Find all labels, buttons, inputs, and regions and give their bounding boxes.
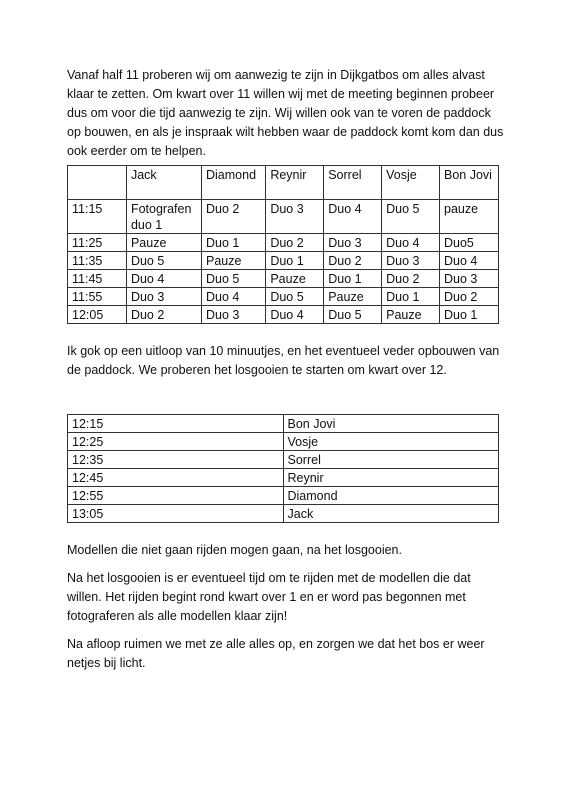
table-row bbox=[68, 505, 499, 523]
table-row bbox=[68, 270, 499, 288]
table-cell: Duo 5 bbox=[324, 306, 382, 324]
rijden-paragraph: Na het losgooien is er eventueel tijd om te rijden met de modellen die dat willen. Het rijden begint rond kwart over 1 en er word pas begonnen met fotograferen als alle modellen klaar zijn! bbox=[67, 571, 471, 623]
table-cell: Sorrel bbox=[283, 451, 499, 469]
table-cell: 11:55 bbox=[68, 288, 127, 306]
table-cell: Duo 5 bbox=[266, 288, 324, 306]
table-cell: 12:25 bbox=[68, 433, 284, 451]
table-cell: 11:25 bbox=[68, 234, 127, 252]
document-page bbox=[67, 66, 507, 673]
table-cell: Duo 5 bbox=[202, 270, 266, 288]
table-cell: 12:15 bbox=[68, 415, 284, 433]
table-cell: pauze bbox=[440, 200, 499, 234]
table-cell: Jack bbox=[283, 505, 499, 523]
table-cell: Duo 2 bbox=[266, 234, 324, 252]
table-cell: Duo 1 bbox=[440, 306, 499, 324]
table-cell: Duo 3 bbox=[440, 270, 499, 288]
table-row bbox=[68, 306, 499, 324]
table-row bbox=[68, 451, 499, 469]
table-cell: Duo 1 bbox=[202, 234, 266, 252]
table-cell: Duo 4 bbox=[266, 306, 324, 324]
header-cell: Sorrel bbox=[324, 166, 382, 200]
table-header-row bbox=[68, 166, 499, 200]
table-cell: 11:15 bbox=[68, 200, 127, 234]
table-cell: Diamond bbox=[283, 487, 499, 505]
table-cell: Duo 4 bbox=[202, 288, 266, 306]
table-cell: 12:45 bbox=[68, 469, 284, 487]
table-cell: Duo 4 bbox=[126, 270, 201, 288]
header-cell: Jack bbox=[126, 166, 201, 200]
table-cell: Pauze bbox=[382, 306, 440, 324]
table-cell: Vosje bbox=[283, 433, 499, 451]
table-cell: Bon Jovi bbox=[283, 415, 499, 433]
table-cell: Fotografen duo 1 bbox=[126, 200, 201, 234]
table-row bbox=[68, 288, 499, 306]
table-cell: Duo 1 bbox=[266, 252, 324, 270]
table-row bbox=[68, 469, 499, 487]
uitloop-paragraph: Ik gok op een uitloop van 10 minuutjes, en het eventueel veder opbouwen van de paddock. We proberen het losgooien te starten om kwart over 12. bbox=[67, 344, 500, 377]
afloop-paragraph: Na afloop ruimen we met ze alle alles op, en zorgen we dat het bos er weer netjes bij licht. bbox=[67, 637, 485, 670]
table-cell: Duo 1 bbox=[324, 270, 382, 288]
table-row bbox=[68, 415, 499, 433]
table-row bbox=[68, 234, 499, 252]
table-cell: Pauze bbox=[266, 270, 324, 288]
table-cell: 12:05 bbox=[68, 306, 127, 324]
table-cell: Duo 3 bbox=[382, 252, 440, 270]
table-cell: Duo5 bbox=[440, 234, 499, 252]
table-cell: Duo 3 bbox=[266, 200, 324, 234]
table-cell: Pauze bbox=[324, 288, 382, 306]
table-cell: Duo 3 bbox=[324, 234, 382, 252]
table-cell: 11:35 bbox=[68, 252, 127, 270]
table-cell: Duo 2 bbox=[324, 252, 382, 270]
table-cell: Reynir bbox=[283, 469, 499, 487]
table-row bbox=[68, 487, 499, 505]
table-cell: Duo 1 bbox=[382, 288, 440, 306]
table-cell: Duo 5 bbox=[126, 252, 201, 270]
header-cell: Bon Jovi bbox=[440, 166, 499, 200]
table-cell: 11:45 bbox=[68, 270, 127, 288]
header-cell: Vosje bbox=[382, 166, 440, 200]
table-cell: 13:05 bbox=[68, 505, 284, 523]
table-cell: Duo 5 bbox=[382, 200, 440, 234]
table-row bbox=[68, 433, 499, 451]
table-cell: Duo 2 bbox=[126, 306, 201, 324]
table-cell: Duo 2 bbox=[202, 200, 266, 234]
table-cell: Duo 4 bbox=[324, 200, 382, 234]
table-cell: Duo 4 bbox=[382, 234, 440, 252]
table-cell: Pauze bbox=[202, 252, 266, 270]
table-cell: Duo 3 bbox=[202, 306, 266, 324]
table-cell: Duo 2 bbox=[440, 288, 499, 306]
table-cell: Pauze bbox=[126, 234, 201, 252]
header-cell: Diamond bbox=[202, 166, 266, 200]
table-cell: Duo 4 bbox=[440, 252, 499, 270]
losgooien-table bbox=[67, 414, 499, 523]
table-cell: 12:55 bbox=[68, 487, 284, 505]
modellen-paragraph: Modellen die niet gaan rijden mogen gaan, na het losgooien. bbox=[67, 543, 402, 557]
schedule-table bbox=[67, 165, 499, 324]
table-cell: 12:35 bbox=[68, 451, 284, 469]
table-row bbox=[68, 252, 499, 270]
intro-paragraph: Vanaf half 11 proberen wij om aanwezig te zijn in Dijkgatbos om alles alvast klaar te zetten. Om kwart over 11 willen wij met de meeting beginnen probeer dus om voor die tijd aanwezig te zijn. Wij willen ook van te voren de paddock op bouwen, en als je inspraak wilt hebben waar de paddock komt kom dan dus ook eerder om te helpen. bbox=[67, 68, 504, 158]
table-cell: Duo 2 bbox=[382, 270, 440, 288]
table-row bbox=[68, 200, 499, 234]
header-cell bbox=[68, 166, 127, 200]
table-cell: Duo 3 bbox=[126, 288, 201, 306]
header-cell: Reynir bbox=[266, 166, 324, 200]
